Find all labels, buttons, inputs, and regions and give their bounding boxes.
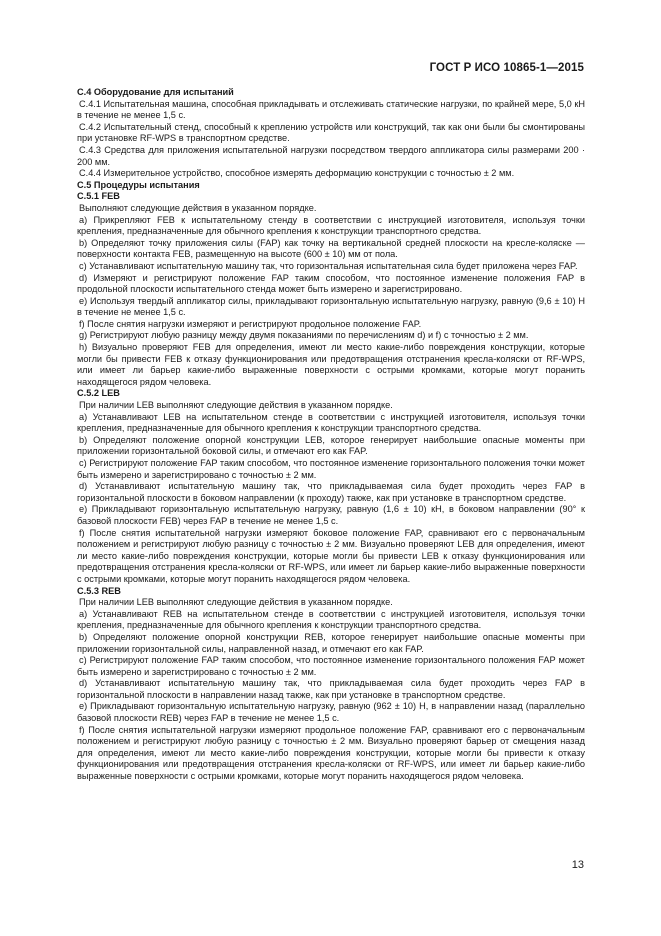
- body-paragraph: d) Измеряют и регистрируют положение FAP таким способом, что постоянное изменение положения FAP в продольной плоскости испытательного стенда может быть измерено и зарегистрировано.: [77, 272, 585, 295]
- body-paragraph: a) Устанавливают LEB на испытательном стенде в соответствии с инструкцией изготовителя, используя точки крепления, предназначенные для обычного крепления к конструкции транспортного средства.: [77, 411, 585, 434]
- body-paragraph: Выполняют следующие действия в указанном порядке.: [79, 202, 317, 213]
- document-header: ГОСТ Р ИСО 10865-1—2015: [429, 62, 584, 74]
- section-heading: С.5 Процедуры испытания: [77, 179, 200, 190]
- body-paragraph: С.4.4 Измерительное устройство, способное измерять деформацию конструкции с точностью ± 2 мм.: [79, 168, 515, 179]
- document-body: [77, 87, 585, 783]
- body-paragraph: b) Определяют положение опорной конструкции LEB, которое генерирует наибольшие опасные моменты при приложении горизонтальной боковой силы, и отмечают его как FAP.: [77, 434, 585, 457]
- body-paragraph: a) Устанавливают REB на испытательном стенде в соответствии с инструкцией изготовителя, используя точки крепления, предназначенные для обычного крепления к конструкции транспортного средства.: [77, 608, 585, 631]
- body-paragraph: c) Регистрируют положение FAP таким способом, что постоянное изменение горизонтального положения FAP может быть измерено и зарегистрировано с точностью ± 2 мм.: [77, 655, 585, 677]
- body-paragraph: b) Определяют положение опорной конструкции REB, которое генерирует наибольшие опасные моменты при приложении горизонтальной силы, направленной назад, и отмечают его как FAP.: [77, 631, 585, 654]
- body-paragraph: e) Используя твердый аппликатор силы, прикладывают горизонтальную испытательную нагрузку, равную (9,6 ± 10) Н в течение не менее 1,5 с.: [77, 295, 585, 318]
- body-paragraph: С.4.2 Испытательный стенд, способный к креплению устройств или конструкций, так как они были бы смонтированы при установке RF-WPS в транспортном средстве.: [77, 121, 585, 144]
- section-heading: С.5.2 LEB: [77, 388, 120, 399]
- body-paragraph: С.4.1 Испытательная машина, способная прикладывать и отслеживать статические нагрузки, по крайней мере, 5,0 кН в течение не менее 1,5 с.: [77, 98, 585, 121]
- body-paragraph: e) Прикладывают горизонтальную испытательную нагрузку, равную (1,6 ± 10) кН, в боковом направлении (90° к базовой плоскости FEB) через FAP в течение не менее 1,5 с.: [77, 504, 585, 526]
- body-paragraph: d) Устанавливают испытательную машину так, что прикладываемая сила будет проходить через FAP в горизонтальной плоскости в направлении назад также, как при установке в транспортном средстве.: [77, 678, 585, 700]
- body-paragraph: g) Регистрируют любую разницу между двумя показаниями по перечислениям d) и f) с точностью ± 2 мм.: [79, 330, 529, 341]
- body-paragraph: При наличии LEB выполняют следующие действия в указанном порядке.: [79, 400, 393, 411]
- body-paragraph: h) Визуально проверяют FEB для определения, имеют ли место какие-либо повреждения конструкции, которые могли бы привести FEB к отказу функционирования или предотвращения отстранения кресла-коляски от RF-WPS, или имеет ли барьер какие-либо выраженные поверхности с острыми кромками, которые могут поранить находящегося рядом человека.: [77, 342, 585, 387]
- page-number: 13: [571, 859, 584, 871]
- section-heading: С.5.3 REB: [77, 585, 121, 596]
- body-paragraph: f) После снятия нагрузки измеряют и регистрируют продольное положение FAP.: [79, 318, 422, 329]
- section-heading: С.5.1 FEB: [77, 191, 120, 202]
- body-paragraph: e) Прикладывают горизонтальную испытательную нагрузку, равную (962 ± 10) Н, в направлении назад (параллельно базовой плоскости REB) через FAP в течение не менее 1,5 с.: [77, 701, 585, 724]
- body-paragraph: f) После снятия испытательной нагрузки измеряют продольное положение FAP, сравнивают его с первоначальным положением и регистрируют любую разницу с точностью ± 2 мм. Визуально проверяют барьер от смещения назад для определения, имеют ли место какие-либо повреждения конструкции, которые могли бы привести к отказу функционирования или предотвращения отстранения кресла-коляски от RF-WPS, или имеет ли барьер какие-либо выраженные поверхности с острыми кромками, которые могут поранить находящегося рядом человека.: [77, 724, 585, 782]
- section-heading: С.4 Оборудование для испытаний: [77, 87, 234, 97]
- body-paragraph: a) Прикрепляют FEB к испытательному стенду в соответствии с инструкцией изготовителя, используя точки крепления, предназначенные для обычного крепления к конструкции транспортного средства.: [77, 214, 585, 237]
- body-paragraph: f) После снятия испытательной нагрузки измеряют боковое положение FAP, сравнивают его с первоначальным положением и регистрируют любую разницу с точностью ± 2 мм. Визуально проверяют LEB для определения, имеют ли место какие-либо повреждения конструкции, которые могли бы привести LEB к отказу функционирования или предотвращения отстранения кресла-коляски от RF-WPS, или имеет ли барьер какие-либо выраженные поверхности с острыми кромками, которые могут поранить находящегося рядом человека.: [77, 527, 585, 584]
- body-paragraph: c) Регистрируют положение FAP таким способом, что постоянное изменение горизонтального положения точки может быть измерено и зарегистрировано с точностью ± 2 мм.: [77, 458, 585, 480]
- body-paragraph: c) Устанавливают испытательную машину так, что горизонтальная испытательная сила будет приложена через FAP.: [79, 260, 578, 271]
- body-paragraph: d) Устанавливают испытательную машину так, что прикладываемая сила будет проходить через FAP в горизонтальной плоскости в боковом направлении (к проходу) также, как при установке в транспортном средстве.: [77, 481, 585, 503]
- body-paragraph: С.4.3 Средства для приложения испытательной нагрузки посредством твердого аппликатора силы размерами 200 · 200 мм.: [77, 144, 585, 167]
- body-paragraph: b) Определяют точку приложения силы (FAP) как точку на вертикальной средней плоскости на кресле-коляске — поверхности контакта FEB, размещенную на высоте (600 ± 10) мм от пола.: [77, 237, 585, 260]
- body-paragraph: При наличии LEB выполняют следующие действия в указанном порядке.: [79, 597, 393, 608]
